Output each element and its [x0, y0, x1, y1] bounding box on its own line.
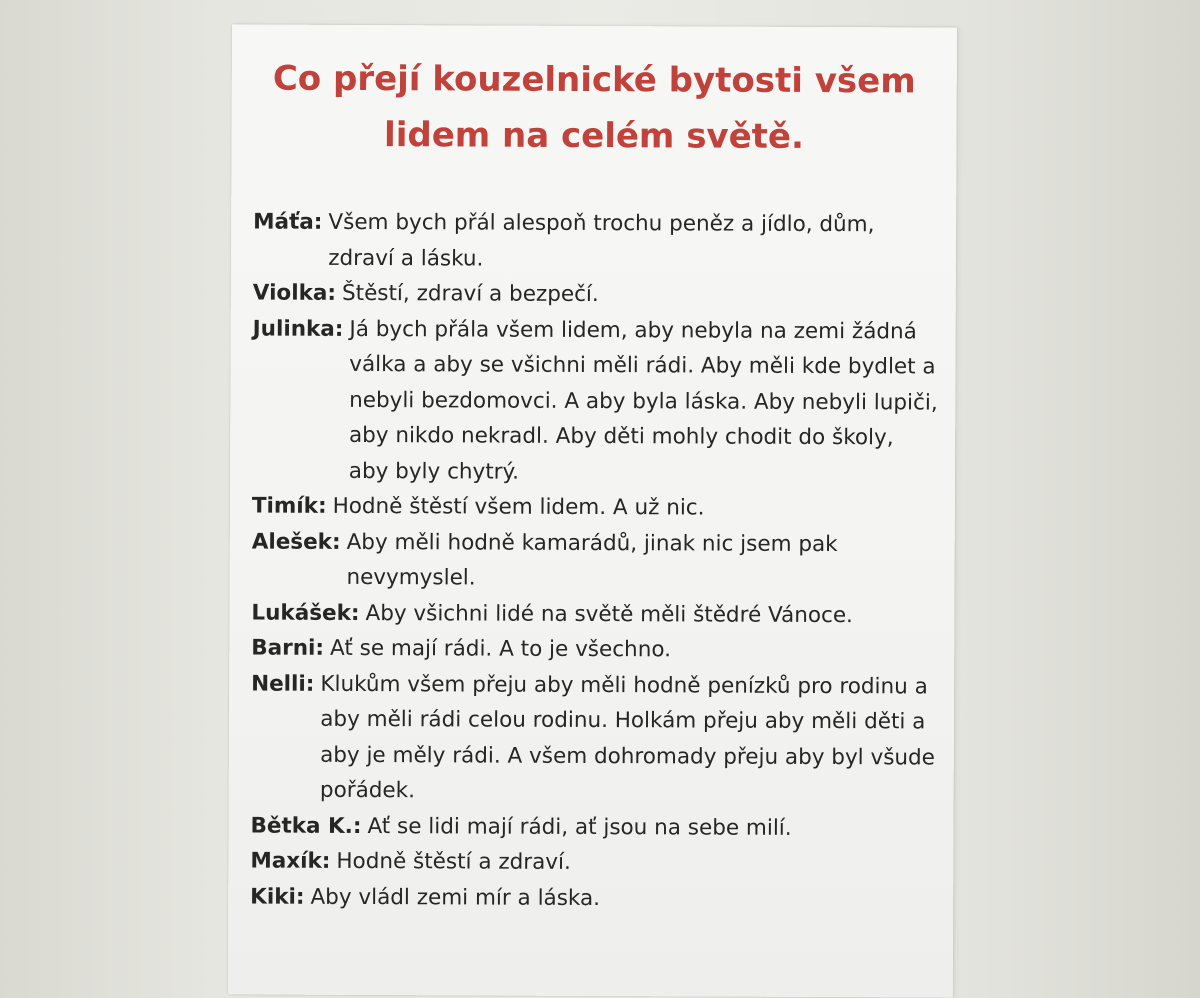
paper-sheet [228, 24, 957, 997]
wish-line: nebyli bezdomovci. A aby byla láska. Aby nebyli lupiči, [349, 387, 938, 416]
wish-line: zdraví a lásku. [328, 245, 484, 272]
wish-line: aby byly chytrý. [348, 458, 520, 485]
wish-text [367, 809, 791, 846]
wish-text [365, 596, 853, 634]
wish-text [330, 631, 671, 668]
child-name: Timík: [251, 493, 327, 519]
wish-line: aby je měly rádi. A všem dohromady přeju aby byl všude [320, 742, 936, 770]
wish-text [346, 524, 837, 597]
wish-entry [252, 489, 942, 528]
wish-line: Ať se mají rádi. A to je všechno. [330, 635, 672, 663]
wish-line: nevymyslel. [346, 564, 476, 591]
wish-line: Klukům všem přeju aby měli hodně penízků pro rodinu a [320, 671, 928, 699]
wish-text [336, 844, 571, 881]
wish-line: Aby vládl zemi mír a láska. [310, 884, 601, 911]
child-name: Violka: [252, 280, 337, 306]
wish-text [328, 205, 874, 278]
child-name: Máťa: [253, 209, 323, 235]
child-name: Nelli: [251, 671, 315, 697]
wish-line: Já bych přála všem lidem, aby nebyla na zemi žádná [349, 316, 917, 344]
wish-line: Ať se lidi mají rádi, ať jsou na sebe milí. [367, 813, 792, 841]
child-name: Kiki: [250, 884, 305, 910]
wish-entry [251, 595, 941, 634]
wish-list [250, 205, 943, 918]
wish-entry [252, 524, 942, 598]
wish-line: Aby měli hodně kamarádů, jinak nic jsem pak [346, 529, 838, 557]
wish-line: Hodně štěstí všem lidem. A už nic. [332, 493, 705, 521]
wish-text [349, 311, 938, 491]
wish-line: Aby všichni lidé na světě měli štědré Vánoce. [365, 600, 853, 628]
wish-line: Všem bych přál alespoň trochu peněz a jídlo, dům, [328, 209, 875, 238]
child-name: Lukášek: [251, 600, 360, 626]
child-name: Bětka K.: [250, 813, 362, 839]
wish-line: aby nikdo nekradl. Aby děti mohly chodit do školy, [348, 422, 894, 451]
wish-entry [250, 844, 940, 883]
wish-text [320, 666, 935, 811]
wish-line: válka a aby se všichni měli rádi. Aby měli kde bydlet a [349, 351, 936, 380]
wish-entry [253, 276, 943, 315]
wish-text [310, 879, 600, 916]
wish-entry [251, 631, 941, 670]
child-name: Alešek: [251, 529, 341, 555]
wish-entry [250, 879, 940, 918]
wish-line: Hodně štěstí a zdraví. [336, 848, 571, 875]
child-name: Julinka: [252, 316, 344, 342]
child-name: Barni: [251, 635, 325, 661]
wish-entry [252, 311, 943, 492]
wish-entry [250, 808, 940, 847]
wish-text [342, 276, 599, 313]
wish-entry [253, 205, 943, 279]
wish-line: aby měli rádi celou rodinu. Holkám přeju aby měli děti a [320, 706, 926, 735]
wish-line: pořádek. [319, 777, 415, 804]
document-title [231, 50, 956, 165]
child-name: Maxík: [250, 848, 331, 874]
wish-line: Štěstí, zdraví a bezpečí. [341, 280, 599, 308]
wish-text [333, 489, 705, 526]
title-line: lidem na celém světě. [384, 115, 805, 157]
wish-entry [251, 666, 942, 811]
title-line: Co přejí kouzelnické bytosti všem [272, 58, 916, 102]
